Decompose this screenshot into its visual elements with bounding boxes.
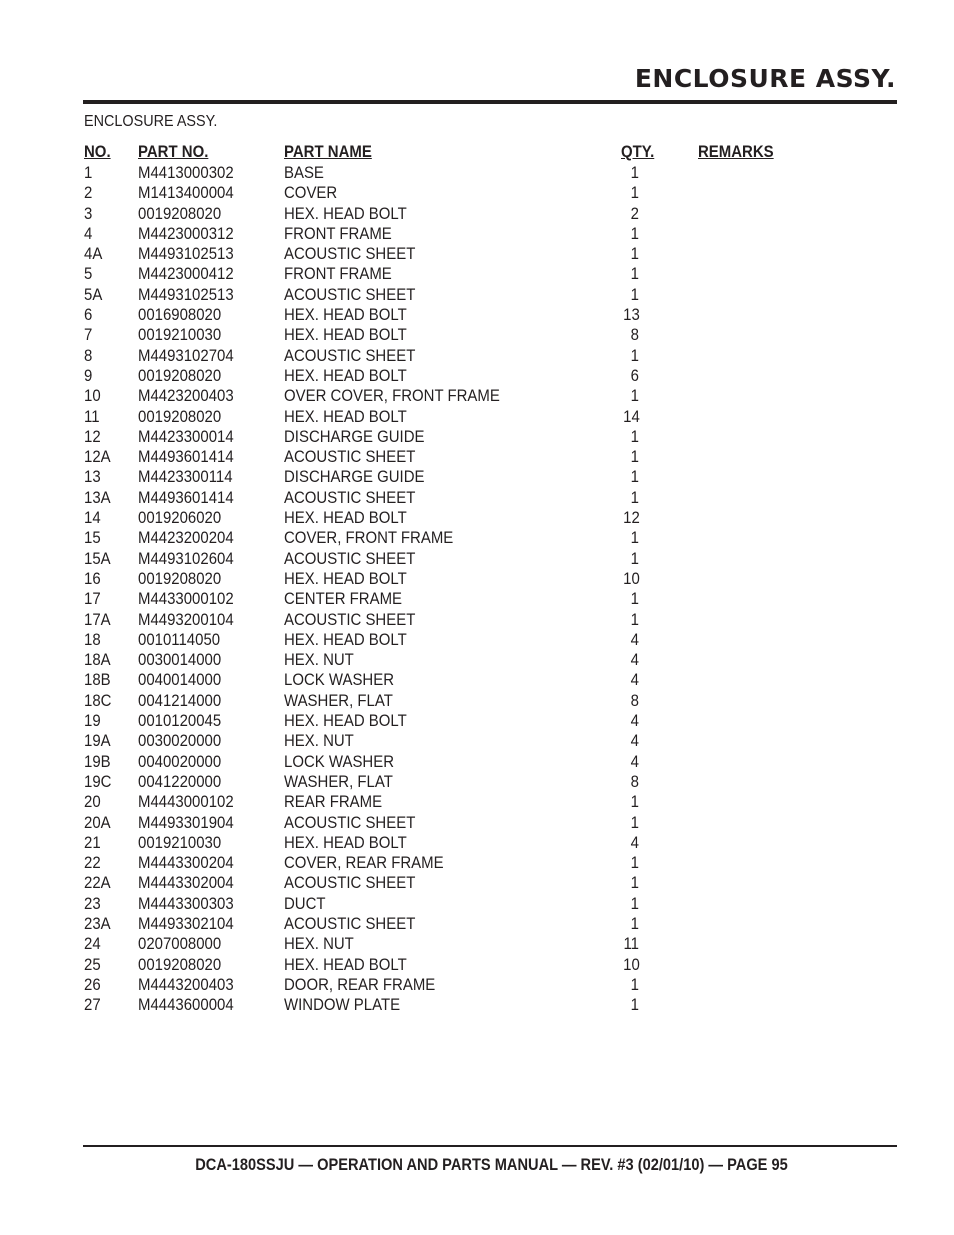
cell-part-no: M4433000102 — [138, 589, 234, 609]
cell-part-name: HEX. HEAD BOLT — [284, 406, 407, 426]
cell-part-name: BASE — [284, 163, 324, 182]
cell-qty: 1 — [630, 893, 639, 913]
cell-part-no: 0019210030 — [138, 832, 222, 852]
cell-part-name: DISCHARGE GUIDE — [284, 467, 425, 487]
table-row — [84, 813, 804, 833]
cell-part-no: 0010120045 — [138, 711, 222, 731]
cell-no: 18A — [84, 650, 111, 670]
table-row — [84, 285, 804, 305]
cell-no: 11 — [84, 406, 100, 426]
cell-no: 8 — [84, 345, 93, 365]
cell-part-no: M4493102513 — [138, 244, 234, 264]
cell-part-no: 0040020000 — [138, 751, 222, 771]
cell-no: 23 — [84, 893, 101, 913]
cell-qty: 1 — [630, 467, 639, 487]
cell-no: 4A — [84, 244, 103, 264]
cell-no: 18C — [84, 690, 112, 710]
table-header-row — [84, 142, 804, 163]
cell-qty: 11 — [623, 934, 639, 954]
cell-no: 18 — [84, 629, 101, 649]
table-row — [84, 955, 804, 975]
cell-part-no: M4443302004 — [138, 873, 234, 893]
cell-part-name: HEX. HEAD BOLT — [284, 508, 407, 528]
table-row — [84, 305, 804, 325]
cell-part-name: CENTER FRAME — [284, 589, 403, 609]
cell-qty: 12 — [623, 508, 640, 528]
cell-part-no: 0019208020 — [138, 365, 222, 385]
cell-qty: 6 — [630, 365, 639, 385]
cell-part-no: M1413400004 — [138, 183, 234, 203]
cell-part-name: HEX. HEAD BOLT — [284, 325, 407, 345]
table-row — [84, 873, 804, 893]
header-qty: QTY. — [621, 142, 655, 161]
cell-qty: 1 — [630, 589, 639, 609]
cell-part-no: M4493200104 — [138, 609, 234, 629]
cell-qty: 1 — [630, 163, 639, 182]
cell-no: 12 — [84, 426, 101, 446]
table-row — [84, 407, 804, 427]
cell-part-name: DISCHARGE GUIDE — [284, 426, 425, 446]
cell-no: 4 — [84, 223, 93, 243]
cell-no: 22 — [84, 853, 101, 873]
cell-qty: 1 — [630, 426, 639, 446]
cell-part-name: HEX. HEAD BOLT — [284, 568, 407, 588]
cell-no: 9 — [84, 365, 93, 385]
cell-qty: 8 — [630, 771, 639, 791]
cell-part-name: HEX. HEAD BOLT — [284, 305, 407, 325]
cell-part-no: 0207008000 — [138, 934, 222, 954]
cell-qty: 1 — [630, 995, 639, 1015]
cell-part-no: M4443300204 — [138, 853, 234, 873]
cell-part-no: M4493102704 — [138, 345, 234, 365]
cell-no: 19C — [84, 771, 112, 791]
cell-qty: 14 — [623, 406, 640, 426]
cell-part-name: ACOUSTIC SHEET — [284, 284, 416, 304]
cell-no: 14 — [84, 508, 101, 528]
cell-part-name: ACOUSTIC SHEET — [284, 913, 416, 933]
cell-part-no: 0030020000 — [138, 731, 222, 751]
cell-no: 20A — [84, 812, 111, 832]
cell-no: 3 — [84, 203, 93, 223]
cell-part-name: LOCK WASHER — [284, 751, 395, 771]
cell-no: 15A — [84, 548, 111, 568]
table-row — [84, 914, 804, 934]
cell-qty: 4 — [630, 731, 639, 751]
table-row — [84, 346, 804, 366]
cell-part-name: HEX. HEAD BOLT — [284, 954, 407, 974]
cell-part-name: ACOUSTIC SHEET — [284, 244, 416, 264]
cell-qty: 1 — [630, 223, 639, 243]
cell-qty: 4 — [630, 751, 639, 771]
cell-no: 18B — [84, 670, 111, 690]
cell-no: 22A — [84, 873, 111, 893]
cell-qty: 1 — [630, 853, 639, 873]
cell-qty: 1 — [630, 974, 639, 994]
cell-part-no: 0010114050 — [138, 629, 221, 649]
cell-part-name: HEX. NUT — [284, 934, 354, 954]
table-row — [84, 183, 804, 203]
table-row — [84, 833, 804, 853]
table-row — [84, 244, 804, 264]
cell-part-no: M4423200204 — [138, 528, 234, 548]
cell-part-name: COVER, FRONT FRAME — [284, 528, 454, 548]
cell-part-name: HEX. HEAD BOLT — [284, 203, 407, 223]
cell-qty: 1 — [630, 548, 639, 568]
footer-text: DCA-180SSJU — OPERATION AND PARTS MANUAL — REV. #3 (02/01/10) — PAGE 95 — [194, 1155, 788, 1174]
table-row — [84, 569, 804, 589]
cell-part-no: 0030014000 — [138, 650, 222, 670]
cell-part-no: M4443200403 — [138, 974, 234, 994]
cell-no: 6 — [84, 305, 93, 325]
cell-part-no: 0019208020 — [138, 203, 222, 223]
cell-part-no: 0019210030 — [138, 325, 222, 345]
table-row — [84, 528, 804, 548]
table-row — [84, 934, 804, 954]
cell-part-no: M4443000102 — [138, 792, 234, 812]
cell-part-no: 0019208020 — [138, 954, 222, 974]
cell-part-name: HEX. HEAD BOLT — [284, 365, 407, 385]
cell-no: 19B — [84, 751, 111, 771]
cell-part-name: LOCK WASHER — [284, 670, 395, 690]
table-row — [84, 610, 804, 630]
cell-no: 2 — [84, 183, 93, 203]
cell-qty: 4 — [630, 670, 639, 690]
table-row — [84, 894, 804, 914]
cell-no: 13 — [84, 467, 101, 487]
table-row — [84, 650, 804, 670]
cell-no: 19A — [84, 731, 111, 751]
cell-no: 19 — [84, 711, 101, 731]
cell-part-name: REAR FRAME — [284, 792, 383, 812]
cell-part-name: COVER, REAR FRAME — [284, 853, 444, 873]
table-row — [84, 264, 804, 284]
cell-part-no: 0041214000 — [138, 690, 222, 710]
cell-qty: 1 — [630, 284, 639, 304]
cell-no: 15 — [84, 528, 101, 548]
cell-no: 25 — [84, 954, 101, 974]
table-row — [84, 224, 804, 244]
cell-part-no: M4493601414 — [138, 447, 234, 467]
table-row — [84, 467, 804, 487]
cell-qty: 1 — [630, 812, 639, 832]
cell-part-no: M4493601414 — [138, 487, 234, 507]
cell-part-name: ACOUSTIC SHEET — [284, 873, 416, 893]
cell-part-no: M4493102604 — [138, 548, 234, 568]
cell-part-no: 0019206020 — [138, 508, 222, 528]
table-row — [84, 325, 804, 345]
cell-part-no: 0016908020 — [138, 305, 222, 325]
cell-qty: 1 — [630, 386, 639, 406]
parts-table — [84, 142, 804, 1015]
cell-qty: 1 — [630, 345, 639, 365]
cell-no: 5A — [84, 284, 103, 304]
cell-part-name: HEX. HEAD BOLT — [284, 629, 407, 649]
table-row — [84, 589, 804, 609]
table-row — [84, 691, 804, 711]
cell-part-name: HEX. NUT — [284, 731, 354, 751]
cell-qty: 8 — [630, 325, 639, 345]
cell-part-no: M4443600004 — [138, 995, 234, 1015]
header-part-name: PART NAME — [284, 142, 372, 161]
table-row — [84, 366, 804, 386]
cell-part-no: M4423300114 — [138, 467, 233, 487]
cell-qty: 1 — [630, 487, 639, 507]
cell-no: 13A — [84, 487, 111, 507]
cell-part-no: M4423000312 — [138, 223, 234, 243]
cell-part-name: WASHER, FLAT — [284, 690, 393, 710]
page-title: ENCLOSURE ASSY. — [634, 64, 896, 93]
table-row — [84, 731, 804, 751]
cell-no: 20 — [84, 792, 101, 812]
cell-qty: 1 — [630, 792, 639, 812]
cell-part-no: M4423300014 — [138, 426, 234, 446]
table-row — [84, 204, 804, 224]
cell-part-no: 0040014000 — [138, 670, 222, 690]
cell-qty: 2 — [630, 203, 639, 223]
table-row — [84, 670, 804, 690]
table-row — [84, 772, 804, 792]
cell-qty: 4 — [630, 650, 639, 670]
cell-part-no: M4443300303 — [138, 893, 234, 913]
cell-qty: 1 — [630, 264, 639, 284]
cell-qty: 4 — [630, 711, 639, 731]
cell-qty: 4 — [630, 629, 639, 649]
table-row — [84, 549, 804, 569]
table-row — [84, 975, 804, 995]
cell-part-name: FRONT FRAME — [284, 264, 392, 284]
table-row — [84, 792, 804, 812]
cell-qty: 1 — [630, 873, 639, 893]
cell-part-name: COVER — [284, 183, 338, 203]
table-row — [84, 447, 804, 467]
cell-part-name: HEX. NUT — [284, 650, 354, 670]
cell-part-no: M4493302104 — [138, 913, 234, 933]
title-divider — [83, 100, 897, 104]
cell-part-name: ACOUSTIC SHEET — [284, 487, 416, 507]
cell-no: 27 — [84, 995, 101, 1015]
cell-part-no: M4413000302 — [138, 163, 234, 182]
footer-divider — [83, 1145, 897, 1147]
cell-qty: 10 — [623, 568, 640, 588]
cell-part-no: 0019208020 — [138, 568, 222, 588]
cell-part-name: FRONT FRAME — [284, 223, 392, 243]
cell-qty: 1 — [630, 447, 639, 467]
cell-qty: 1 — [630, 183, 639, 203]
cell-qty: 8 — [630, 690, 639, 710]
header-no: NO. — [84, 142, 111, 161]
cell-part-no: M4493102513 — [138, 284, 234, 304]
table-row — [84, 427, 804, 447]
table-body — [84, 163, 804, 1015]
cell-part-name: ACOUSTIC SHEET — [284, 812, 416, 832]
cell-qty: 1 — [630, 244, 639, 264]
table-row — [84, 711, 804, 731]
table-row — [84, 386, 804, 406]
cell-no: 17 — [84, 589, 101, 609]
header-remarks: REMARKS — [698, 142, 774, 161]
cell-no: 26 — [84, 974, 101, 994]
table-row — [84, 630, 804, 650]
cell-part-name: DOOR, REAR FRAME — [284, 974, 436, 994]
cell-part-no: M4423200403 — [138, 386, 234, 406]
section-label: ENCLOSURE ASSY. — [84, 113, 218, 130]
table-row — [84, 508, 804, 528]
table-row — [84, 995, 804, 1015]
cell-qty: 13 — [623, 305, 640, 325]
cell-part-name: ACOUSTIC SHEET — [284, 548, 416, 568]
cell-part-name: ACOUSTIC SHEET — [284, 447, 416, 467]
header-part-no: PART NO. — [138, 142, 209, 161]
cell-no: 10 — [84, 386, 101, 406]
cell-part-name: HEX. HEAD BOLT — [284, 711, 407, 731]
cell-part-no: M4423000412 — [138, 264, 234, 284]
cell-part-no: 0019208020 — [138, 406, 222, 426]
table-row — [84, 488, 804, 508]
cell-part-name: HEX. HEAD BOLT — [284, 832, 407, 852]
cell-no: 1 — [84, 163, 93, 182]
cell-qty: 1 — [630, 609, 639, 629]
cell-qty: 4 — [630, 832, 639, 852]
table-row — [84, 752, 804, 772]
cell-no: 17A — [84, 609, 111, 629]
cell-part-name: ACOUSTIC SHEET — [284, 345, 416, 365]
cell-part-no: 0041220000 — [138, 771, 222, 791]
cell-part-name: ACOUSTIC SHEET — [284, 609, 416, 629]
cell-qty: 1 — [630, 528, 639, 548]
cell-qty: 10 — [623, 954, 640, 974]
cell-qty: 1 — [630, 913, 639, 933]
page-footer — [0, 1155, 954, 1175]
table-row — [84, 853, 804, 873]
cell-part-no: M4493301904 — [138, 812, 234, 832]
cell-no: 23A — [84, 913, 111, 933]
cell-part-name: WINDOW PLATE — [284, 995, 401, 1015]
cell-no: 7 — [84, 325, 93, 345]
cell-no: 24 — [84, 934, 101, 954]
cell-no: 21 — [84, 832, 101, 852]
cell-no: 12A — [84, 447, 111, 467]
cell-part-name: OVER COVER, FRONT FRAME — [284, 386, 500, 406]
table-row — [84, 163, 804, 183]
cell-no: 16 — [84, 568, 101, 588]
cell-part-name: DUCT — [284, 893, 326, 913]
cell-no: 5 — [84, 264, 93, 284]
cell-part-name: WASHER, FLAT — [284, 771, 393, 791]
